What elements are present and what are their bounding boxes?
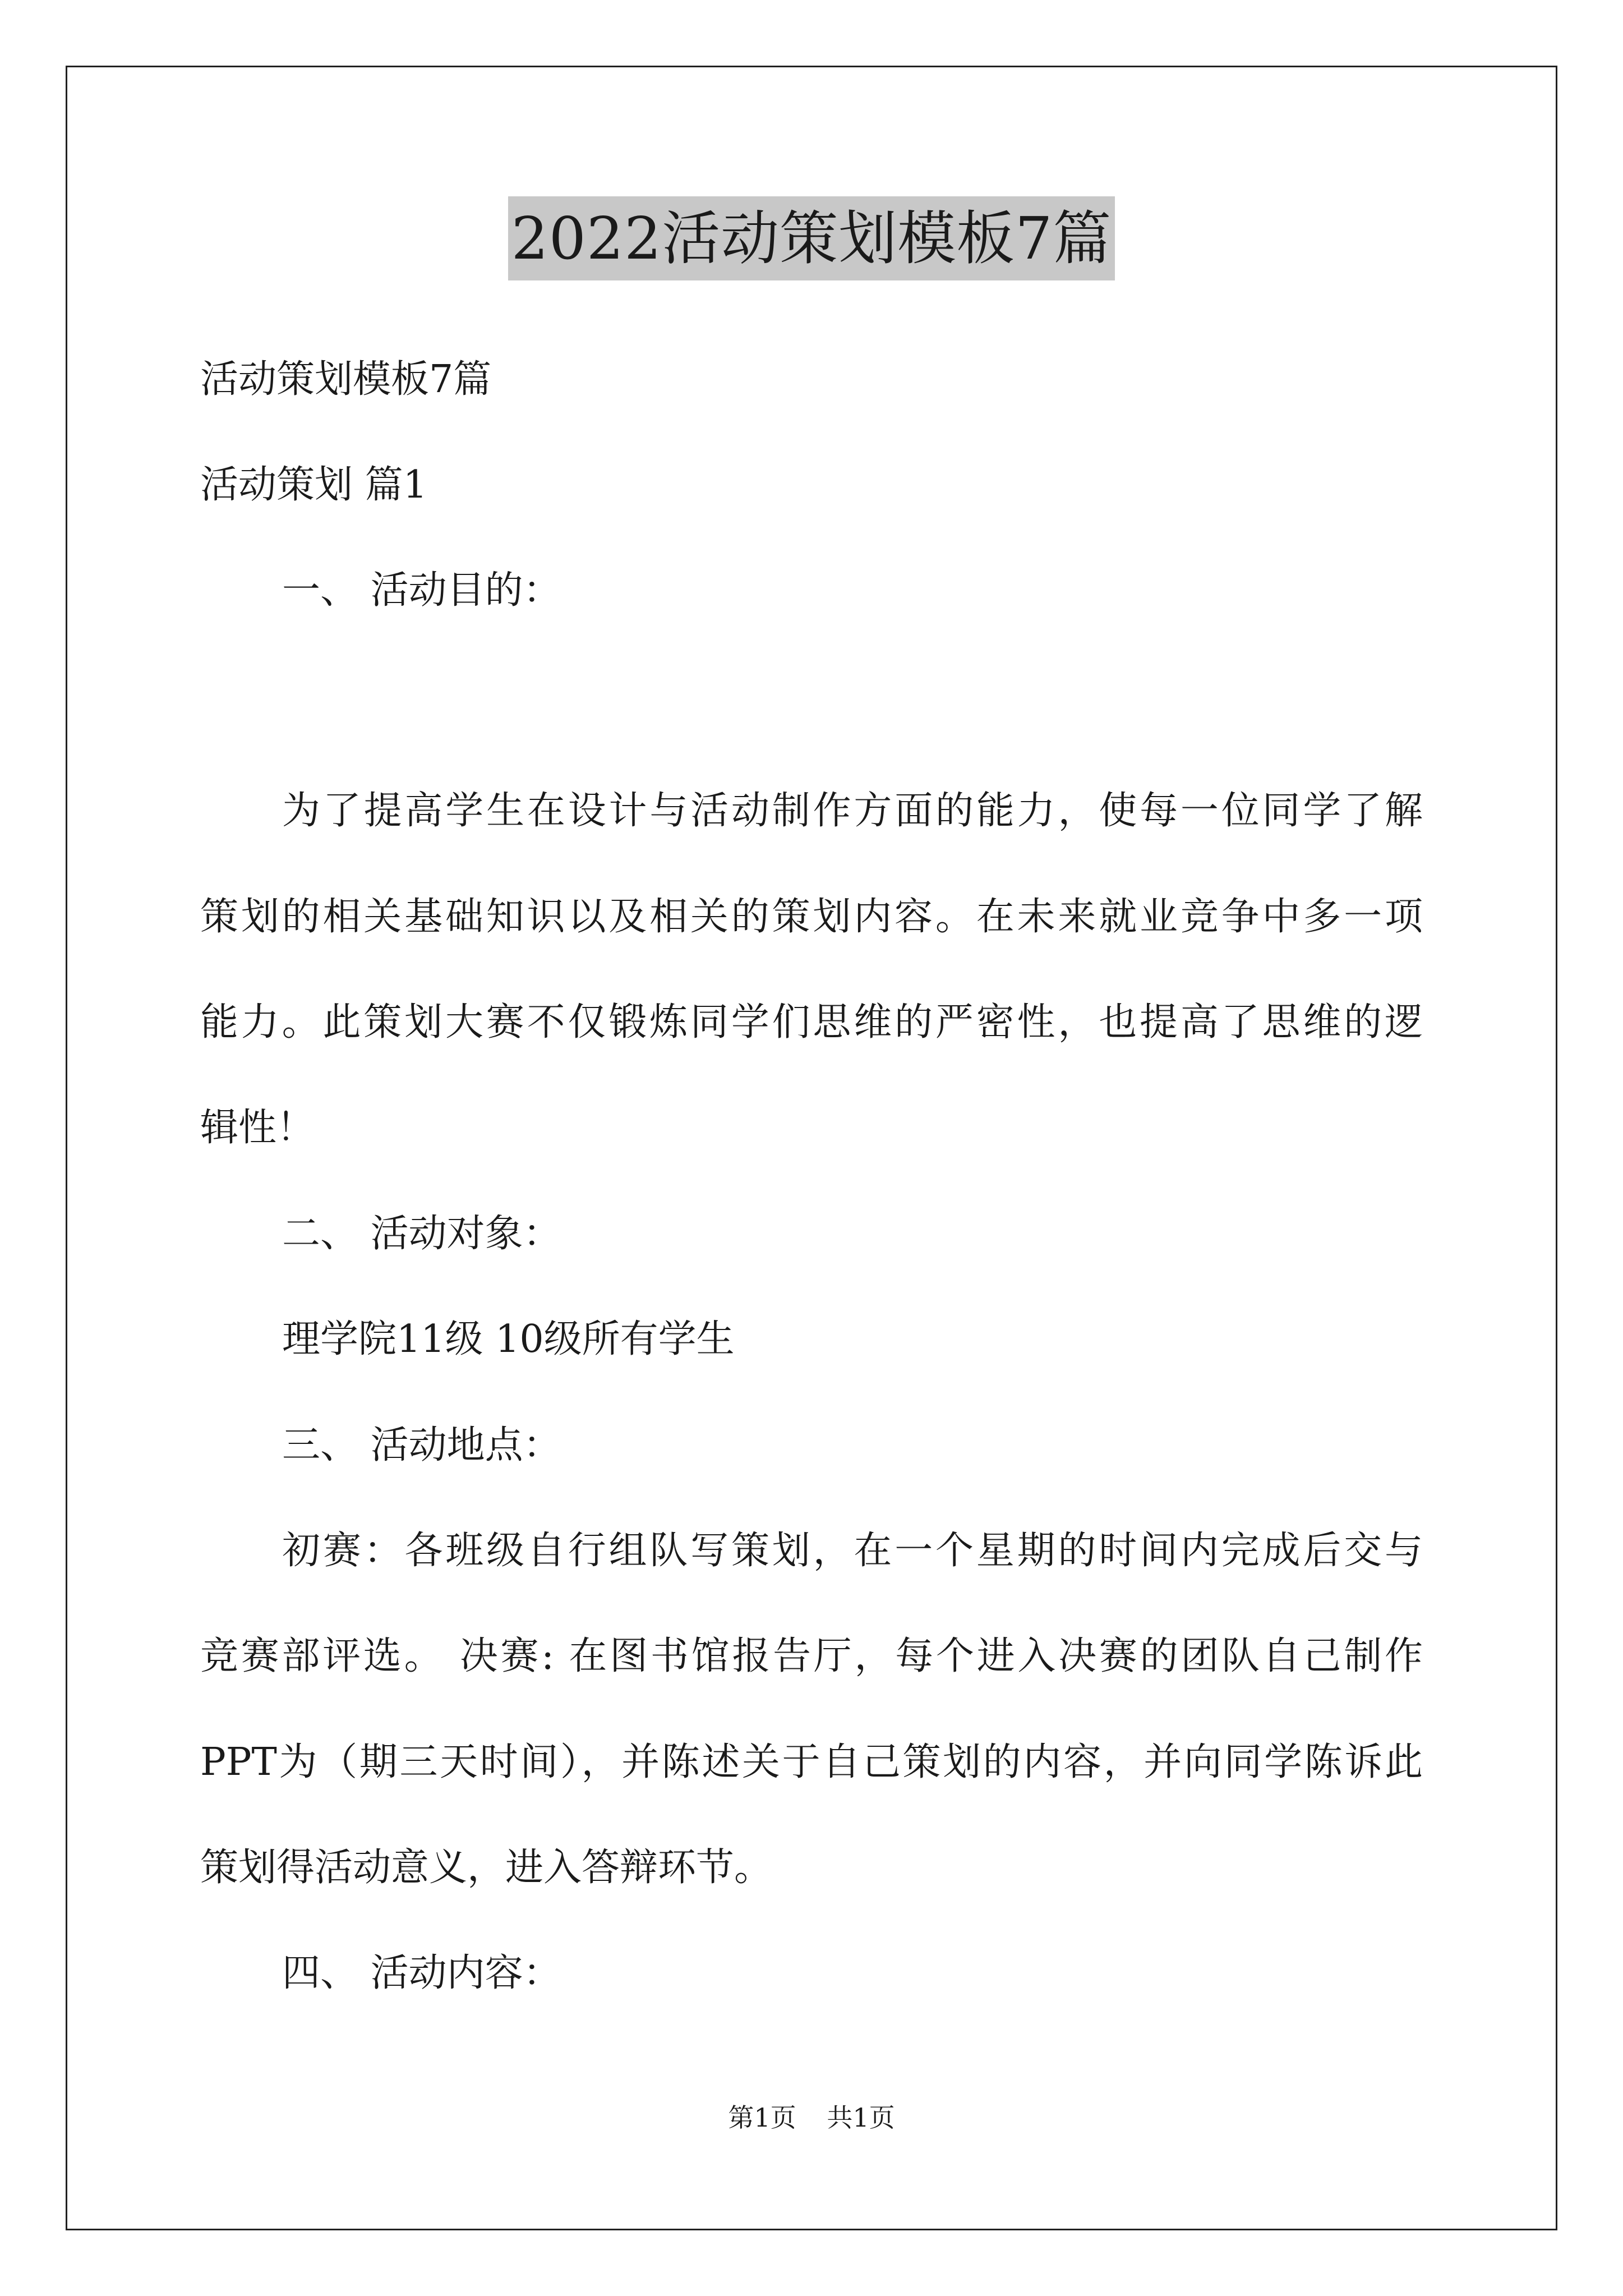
paragraph-line: 策划得活动意义，进入答辩环节。 [200, 1846, 773, 1890]
heading-purpose: 一、 活动目的： [282, 568, 561, 613]
paragraph-line: 策划的相关基础知识以及相关的策划内容。在未来就业竞争中多一项 [200, 895, 1423, 939]
paragraph-line: 为了提高学生在设计与活动制作方面的能力，使每一位同学了解 [282, 789, 1423, 833]
heading-audience: 二、 活动对象： [282, 1212, 561, 1256]
paragraph-line: 辑性！ [200, 1106, 315, 1150]
audience-text: 理学院11级 10级所有学生 [282, 1317, 735, 1361]
page-number: 第1页 [728, 2102, 796, 2133]
title-wrap [0, 196, 1623, 280]
paragraph-line: 能力。此策划大赛不仅锻炼同学们思维的严密性，也提高了思维的逻 [200, 1000, 1423, 1045]
heading-content: 四、 活动内容： [282, 1951, 561, 1995]
page-total: 共1页 [827, 2102, 895, 2133]
paragraph-line: 初赛：各班级自行组队写策划，在一个星期的时间内完成后交与 [282, 1529, 1423, 1573]
paragraph-line: PPT为（期三天时间），并陈述关于自己策划的内容，并向同学陈诉此 [200, 1740, 1423, 1784]
paragraph-line: 竞赛部评选。 决赛: 在图书馆报告厅，每个进入决赛的团队自己制作 [200, 1634, 1423, 1678]
page-footer [0, 2101, 1623, 2134]
document-title: 2022活动策划模板7篇 [508, 196, 1115, 280]
heading-location: 三、 活动地点： [282, 1423, 561, 1467]
section-heading: 活动策划 篇1 [200, 463, 427, 507]
subtitle: 活动策划模板7篇 [200, 357, 492, 402]
